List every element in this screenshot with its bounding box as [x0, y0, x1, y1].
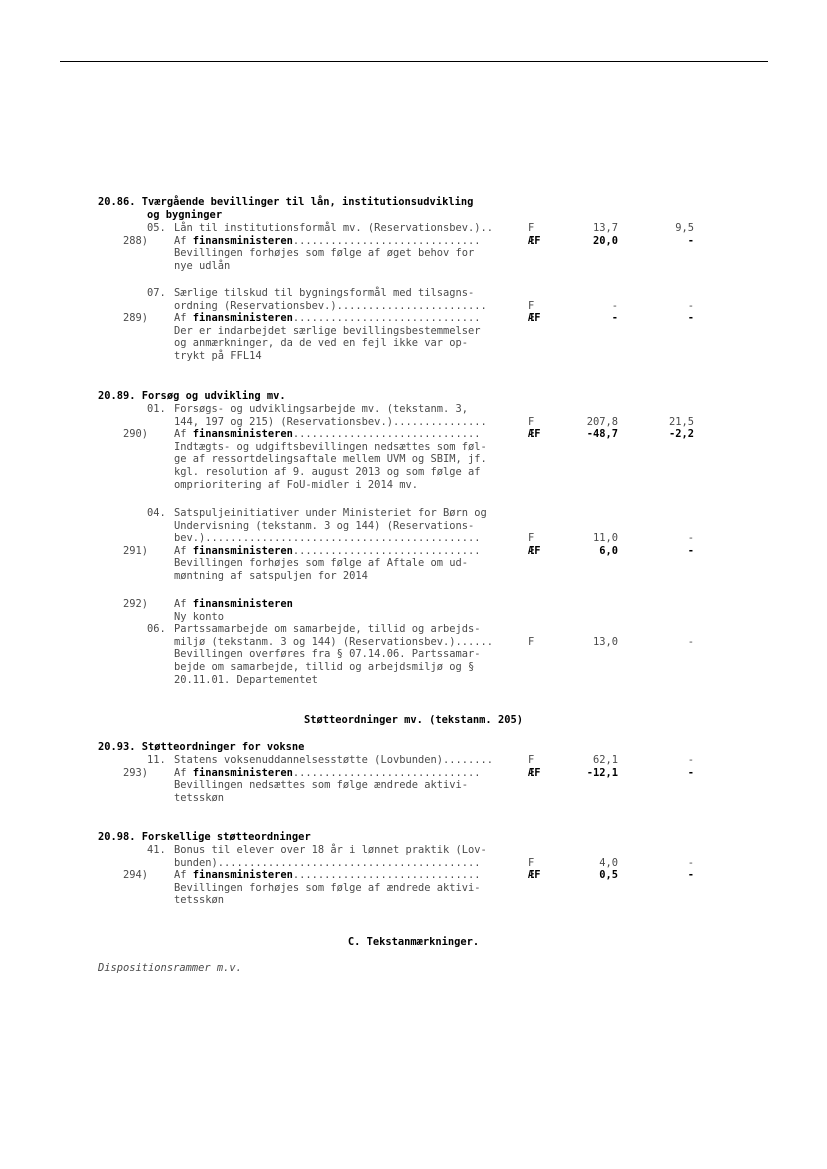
adjustment-line: 294) Af finansministeren.............................. ÆF 0,5 -	[122, 869, 694, 882]
section-title-20-93: 20.93. Støtteordninger for voksne	[98, 741, 305, 753]
account-item-06: 292) Af finansministeren Ny konto 06. Partssamarbejde om samarbejde, tillid og arbejds- miljø (tekstanm. 3 og 144) (Reservationsbev.)...... F 13,0 - Bevillingen overføres fra § 07.14.06. Partssamar- bejde om samarbejde, tillid og arbejdsmiljø og § 20.11.01. Departementet	[98, 598, 718, 686]
section-title-20-86: 20.86. Tværgående bevillinger til lån, institutionsudvikling og bygninger	[98, 196, 474, 221]
account-item-41: 41. Bonus til elever over 18 år i lønnet praktik (Lov- bunden).......................................... F 4,0 - 294) Af finansministeren.............................. ÆF 0,5 - Bevillingen forhøjes som følge af ændrede aktivi- tetsskøn	[98, 844, 718, 907]
adjustment-line: 290) Af finansministeren.............................. ÆF -48,7 -2,2	[122, 428, 694, 441]
dispositionsrammer-subheading: Dispositionsrammer m.v.	[98, 962, 242, 974]
top-rule	[60, 61, 768, 62]
account-item-04: 04. Satspuljeinitiativer under Ministeriet for Børn og Undervisning (tekstanm. 3 og 144) (Reservations- bev.)............................................ F 11,0 - 291) Af finansministeren.............................. ÆF 6,0 - Bevillingen forhøjes som følge af Aftale om ud- møntning af satspuljen for 2014	[98, 507, 718, 583]
tekstanmaerkninger-heading: C. Tekstanmærkninger.	[347, 936, 480, 948]
adjustment-line: 288) Af finansministeren.............................. ÆF 20,0 -	[122, 234, 694, 247]
section-title-20-89: 20.89. Forsøg og udvikling mv.	[98, 390, 286, 402]
section-title-20-98: 20.98. Forskellige støtteordninger	[98, 831, 311, 843]
account-item-01: 01. Forsøgs- og udviklingsarbejde mv. (tekstanm. 3, 144, 197 og 215) (Reservationsbev.)............... F 207,8 21,5 290) Af finansministeren.............................. ÆF -48,7 -2,2 Indtægts- og udgiftsbevillingen nedsættes som føl- ge af ressortdelingsaftale mellem UVM og SBIM, jf. kgl. resolution af 9. august 2013 og som følge af omprioritering af FoU-midler i 2014 mv.	[98, 403, 718, 491]
account-item-07: 07. Særlige tilskud til bygningsformål med tilsagns- ordning (Reservationsbev.)........................ F - - 289) Af finansministeren.............................. ÆF - - Der er indarbejdet særlige bevillingsbestemmelser og anmærkninger, da de ved en fejl ikke var op- trykt på FFL14	[98, 287, 718, 363]
adjustment-line: 289) Af finansministeren.............................. ÆF - -	[122, 312, 694, 325]
account-item-11: 11. Statens voksenuddannelsesstøtte (Lovbunden)........ F 62,1 - 293) Af finansministeren.............................. ÆF -12,1 - Bevillingen nedsættes som følge ændrede aktivi- tetsskøn	[98, 754, 718, 804]
account-item-05: 05. Lån til institutionsformål mv. (Reservationsbev.).. F 13,7 9,5 288) Af finansministeren.............................. ÆF 20,0 - Bevillingen forhøjes som følge af øget behov for nye udlån	[98, 222, 718, 272]
adjustment-line: 293) Af finansministeren.............................. ÆF -12,1 -	[122, 766, 694, 779]
adjustment-line: 291) Af finansministeren.............................. ÆF 6,0 -	[122, 544, 694, 557]
center-heading-stotteordninger: Støtteordninger mv. (tekstanm. 205)	[304, 714, 523, 726]
adjustment-line: 292) Af finansministeren	[122, 598, 293, 610]
